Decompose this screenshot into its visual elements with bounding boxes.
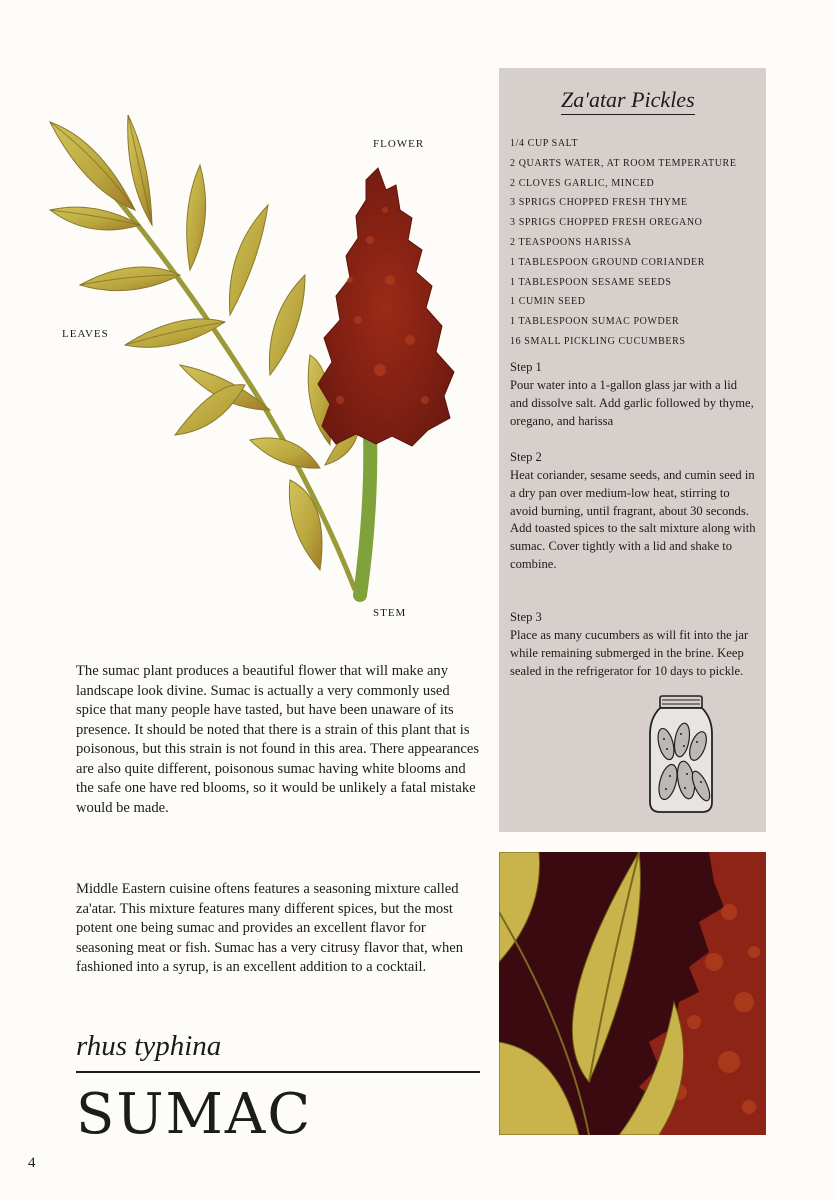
ingredient-item: 1 TABLESPOON SUMAC POWDER bbox=[510, 316, 680, 328]
step-1-heading: Step 1 bbox=[510, 360, 542, 374]
ingredient-list bbox=[510, 134, 737, 352]
step-2-heading: Step 2 bbox=[510, 450, 542, 464]
sumac-plant-illustration bbox=[40, 100, 480, 610]
ingredient-item: 1 CUMIN SEED bbox=[510, 296, 586, 308]
ingredient-item: 1/4 CUP SALT bbox=[510, 138, 579, 149]
ingredient-item: 2 CLOVES GARLIC, MINCED bbox=[510, 177, 655, 189]
step-2-text: Heat coriander, sesame seeds, and cumin seed in a dry pan over medium-low heat, stirring to avoid burning, until fragrant, about 30 seconds. Add toasted spices to the salt mixture along with sumac. Cover tightly with a lid and shake to combine. bbox=[510, 468, 756, 571]
body-paragraph-1: The sumac plant produces a beautiful flower that will make any landscape look divine. Sumac is actually a very commonly used spice that many people have tasted, but have been unaware of its presence. It should be noted that there is a strain of this plant that is poisonous, but this strain is not found in this area. There appearances are also quite different, poisonous sumac having white blooms and the safe one have red blooms, so it would be unlikely a fatal mistake would be made. bbox=[76, 663, 479, 816]
step-3-text: Place as many cucumbers as will fit into the jar while remaining submerged in the brine. Keep sealed in the refrigerator for 10 days to pickle. bbox=[510, 628, 749, 678]
ingredient-item: 3 SPRIGS CHOPPED FRESH THYME bbox=[510, 197, 688, 209]
label-stem: STEM bbox=[373, 607, 407, 619]
title-divider bbox=[76, 1071, 480, 1073]
page-number: 4 bbox=[28, 1155, 36, 1171]
ingredient-item: 2 QUARTS WATER, AT ROOM TEMPERATURE bbox=[510, 157, 737, 169]
label-leaves: LEAVES bbox=[62, 328, 109, 340]
ingredient-item: 3 SPRIGS CHOPPED FRESH OREGANO bbox=[510, 217, 703, 229]
recipe-panel bbox=[499, 68, 766, 832]
step-3-heading: Step 3 bbox=[510, 610, 542, 624]
step-1-text: Pour water into a 1-gallon glass jar with a lid and dissolve salt. Add garlic followed by thyme, oregano, and harissa bbox=[510, 378, 754, 428]
ingredient-item: 16 SMALL PICKLING CUCUMBERS bbox=[510, 335, 686, 347]
sumac-closeup-image bbox=[499, 852, 766, 1135]
body-paragraph-2: Middle Eastern cuisine oftens features a seasoning mixture called za'atar. This mixture features many different spices, but the most potent one being sumac and provides an excellent flavor for seasoning meat or fish. Sumac has a very citrusy flavor that, when fashioned into a syrup, is an excellent addition to a cocktail. bbox=[76, 881, 464, 975]
latin-name: rhus typhina bbox=[76, 1030, 222, 1062]
label-flower: FLOWER bbox=[373, 138, 425, 150]
ingredient-item: 1 TABLESPOON SESAME SEEDS bbox=[510, 276, 672, 288]
ingredient-item: 1 TABLESPOON GROUND CORIANDER bbox=[510, 256, 706, 268]
pickle-jar-icon bbox=[646, 694, 716, 816]
ingredient-item: 2 TEASPOONS HARISSA bbox=[510, 236, 632, 248]
recipe-title: Za'atar Pickles bbox=[561, 87, 695, 115]
page-title: SUMAC bbox=[76, 1082, 313, 1147]
